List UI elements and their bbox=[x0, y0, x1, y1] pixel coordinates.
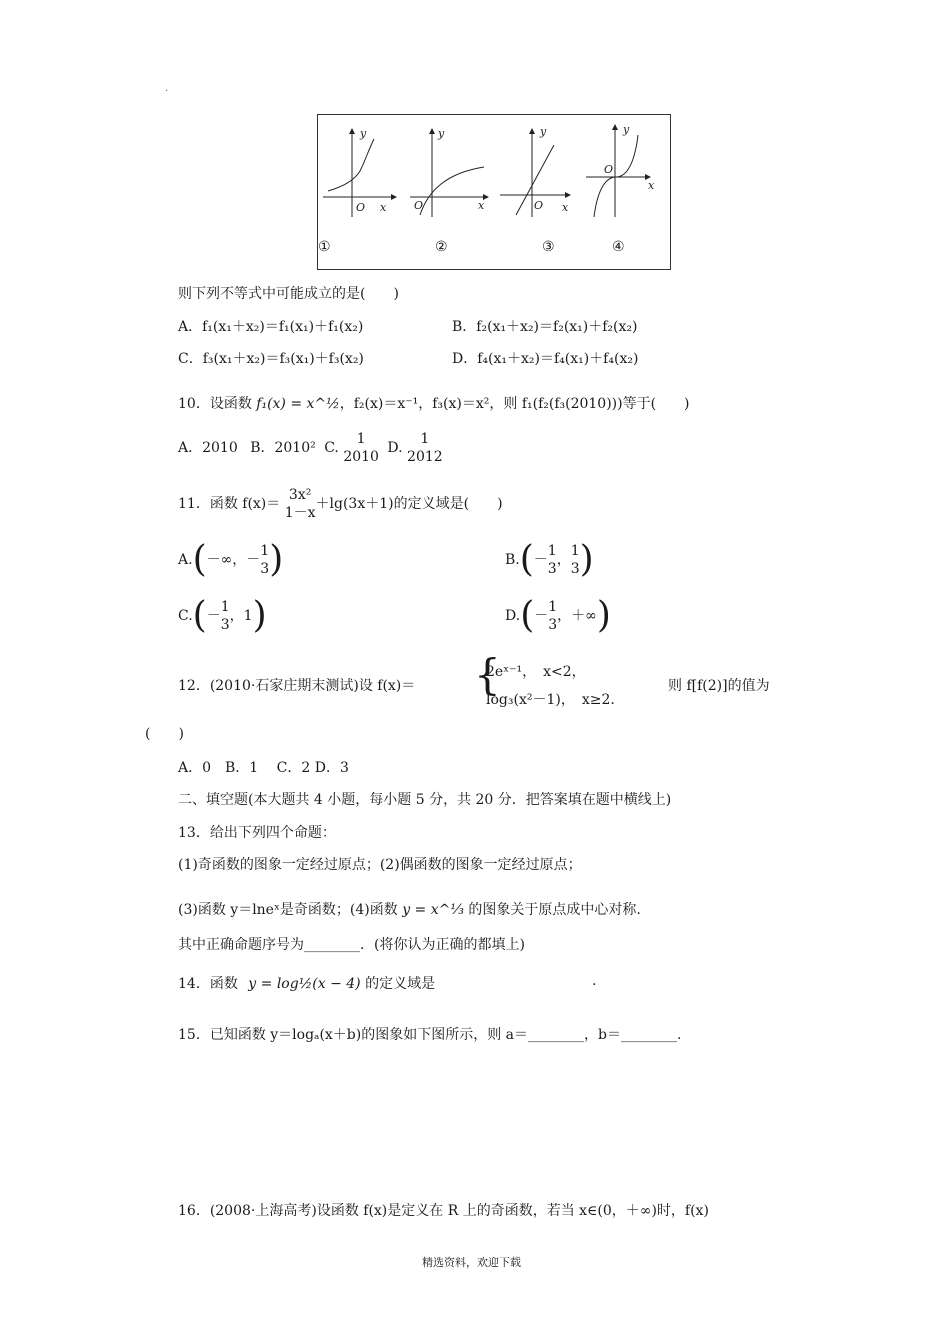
q11-a-fraction bbox=[260, 542, 269, 578]
q10-c-denominator: 2010 bbox=[343, 449, 379, 465]
q11-d-num: 1 bbox=[548, 599, 558, 615]
section2-heading: 二、填空题(本大题共 4 小题，每小题 5 分，共 20 分．把答案填在题中横线上) bbox=[178, 792, 672, 808]
graph3-x-label: x bbox=[562, 201, 569, 214]
q11-b-den1: 3 bbox=[547, 561, 557, 577]
q11-b-num1: 1 bbox=[547, 543, 557, 559]
footer-text: 精选资料，欢迎下载 bbox=[422, 1256, 521, 1269]
q10-option-d-label: D. bbox=[387, 440, 403, 456]
q11-d-den: 3 bbox=[548, 617, 558, 633]
q10-option-c-fraction bbox=[343, 430, 379, 466]
q13-line2-post: 的图象关于原点成中心对称. bbox=[468, 902, 641, 918]
graph4-y-label: y bbox=[623, 123, 630, 136]
q11-b-fraction-1 bbox=[548, 542, 557, 578]
q10-option-b: B．2010² bbox=[250, 440, 316, 456]
q11-a-num: 1 bbox=[260, 543, 270, 559]
graph1-origin: O bbox=[356, 201, 366, 214]
q13-stem: 13．给出下列四个命题： bbox=[178, 825, 336, 841]
q12-case-1: 2eˣ⁻¹， x<2， bbox=[486, 664, 586, 680]
graph-label-3: ③ bbox=[542, 239, 555, 255]
q11-b-num2: 1 bbox=[570, 543, 580, 559]
q12-case-2: log₃(x²－1)， x≥2. bbox=[486, 692, 615, 708]
q11-stem bbox=[178, 486, 503, 522]
q11-denominator: 1－x bbox=[284, 505, 316, 521]
q11-option-c: C.(－ 1 3 ，1) bbox=[178, 595, 267, 636]
q9-option-c: C．f₃(x₁＋x₂)＝f₃(x₁)＋f₃(x₂) bbox=[178, 351, 364, 367]
q13-line2-math: y = x^⅓ bbox=[402, 902, 464, 918]
q11-d-tail: ，＋∞ bbox=[557, 608, 597, 624]
q12-prefix: 12．(2010·石家庄期末测试)设 f(x)＝ bbox=[178, 678, 416, 694]
q12-options: A．0 B．1 C．2 D．3 bbox=[178, 760, 349, 776]
q11-d-fraction bbox=[548, 598, 557, 634]
q11-option-a: A.(－∞，－ 1 3 ) bbox=[178, 539, 284, 580]
q11-c-label: C. bbox=[178, 608, 193, 624]
graph4-x-label: x bbox=[648, 179, 655, 192]
q11-option-d: D.(－ 1 3 ，＋∞) bbox=[505, 595, 611, 636]
q11-c-tail: ，1 bbox=[229, 608, 253, 624]
q14-post: 的定义域是 bbox=[365, 976, 436, 992]
q14-math: y = log½(x − 4) bbox=[248, 976, 361, 992]
graph1-y-label: y bbox=[360, 127, 367, 140]
q10-stem bbox=[178, 393, 690, 413]
q10-option-a: A．2010 bbox=[178, 440, 238, 456]
q11-option-b: B.(－ 1 3 ， 1 3 ) bbox=[505, 539, 594, 580]
q11-c-den: 3 bbox=[220, 617, 230, 633]
q13-line2 bbox=[178, 899, 641, 919]
q9-option-a: A．f₁(x₁＋x₂)＝f₁(x₁)＋f₁(x₂) bbox=[178, 319, 364, 335]
graph-label-2: ② bbox=[435, 239, 448, 255]
graph2-origin: O bbox=[414, 199, 424, 212]
q11-rest: ＋lg(3x＋1)的定义域是( ) bbox=[315, 496, 503, 512]
q15: 15．已知函数 y＝logₐ(x＋b)的图象如下图所示，则 a＝________，b＝________. bbox=[178, 1027, 682, 1043]
q14-end: . bbox=[592, 973, 597, 989]
q10-f1-formula: f₁(x) = x^½ bbox=[256, 396, 340, 412]
graph2-x-label: x bbox=[478, 199, 485, 212]
graph4-curve bbox=[594, 135, 638, 217]
q10-d-numerator: 1 bbox=[420, 431, 430, 447]
graph2-y-label: y bbox=[438, 127, 445, 140]
q11-b-den2: 3 bbox=[570, 561, 580, 577]
q11-a-den: 3 bbox=[260, 561, 270, 577]
q9-option-b: B．f₂(x₁＋x₂)＝f₂(x₁)＋f₂(x₂) bbox=[452, 319, 638, 335]
q13-line3: 其中正确命题序号为________．(将你认为正确的都填上) bbox=[178, 937, 525, 953]
q10-prefix: 10．设函数 bbox=[178, 396, 252, 412]
graph1-curve bbox=[328, 139, 374, 191]
q12-answer-paren: ( ) bbox=[145, 726, 184, 742]
q9-option-d: D．f₄(x₁＋x₂)＝f₄(x₁)＋f₄(x₂) bbox=[452, 351, 639, 367]
q11-d-label: D. bbox=[505, 608, 521, 624]
q11-a-body: －∞，－ bbox=[206, 552, 261, 568]
graph3-origin: O bbox=[534, 199, 544, 212]
stray-mark: · bbox=[165, 86, 169, 97]
graph-label-1: ① bbox=[318, 239, 331, 255]
q11-b-fraction-2 bbox=[571, 542, 580, 578]
q13-line1: (1)奇函数的图象一定经过原点；(2)偶函数的图象一定经过原点； bbox=[178, 857, 582, 873]
function-graphs-figure bbox=[317, 114, 671, 270]
q10-c-numerator: 1 bbox=[356, 431, 366, 447]
q9-stem: 则下列不等式中可能成立的是( ) bbox=[178, 286, 399, 302]
q13-line2-pre: (3)函数 y＝lneˣ是奇函数；(4)函数 bbox=[178, 902, 398, 918]
graph-label-4: ④ bbox=[612, 239, 625, 255]
q10-rest: ，f₂(x)＝x⁻¹，f₃(x)＝x²，则 f₁(f₂(f₃(2010)))等于( ) bbox=[339, 396, 690, 412]
q10-option-c-label: C. bbox=[324, 440, 339, 456]
graph3-y-label: y bbox=[540, 125, 547, 138]
q12-tail: 则 f[f(2)]的值为 bbox=[668, 678, 770, 694]
q14-prefix: 14．函数 bbox=[178, 976, 238, 992]
graph1-x-label: x bbox=[380, 201, 387, 214]
graph2-curve bbox=[420, 167, 484, 215]
q10-options bbox=[178, 430, 443, 466]
q14 bbox=[178, 973, 435, 993]
q11-a-label: A. bbox=[178, 552, 193, 568]
q11-numerator: 3x² bbox=[288, 487, 312, 503]
q11-fraction bbox=[285, 486, 316, 522]
q12-brace: { bbox=[474, 650, 501, 699]
q11-c-num: 1 bbox=[220, 599, 230, 615]
graph4-origin: O bbox=[604, 163, 614, 176]
q11-prefix: 11．函数 f(x)＝ bbox=[178, 496, 281, 512]
q10-d-denominator: 2012 bbox=[407, 449, 443, 465]
q11-c-fraction bbox=[221, 598, 230, 634]
q16: 16．(2008·上海高考)设函数 f(x)是定义在 R 上的奇函数，若当 x∈(0，＋∞)时，f(x) bbox=[178, 1203, 709, 1219]
q10-option-d-fraction bbox=[407, 430, 443, 466]
q11-b-label: B. bbox=[505, 552, 520, 568]
